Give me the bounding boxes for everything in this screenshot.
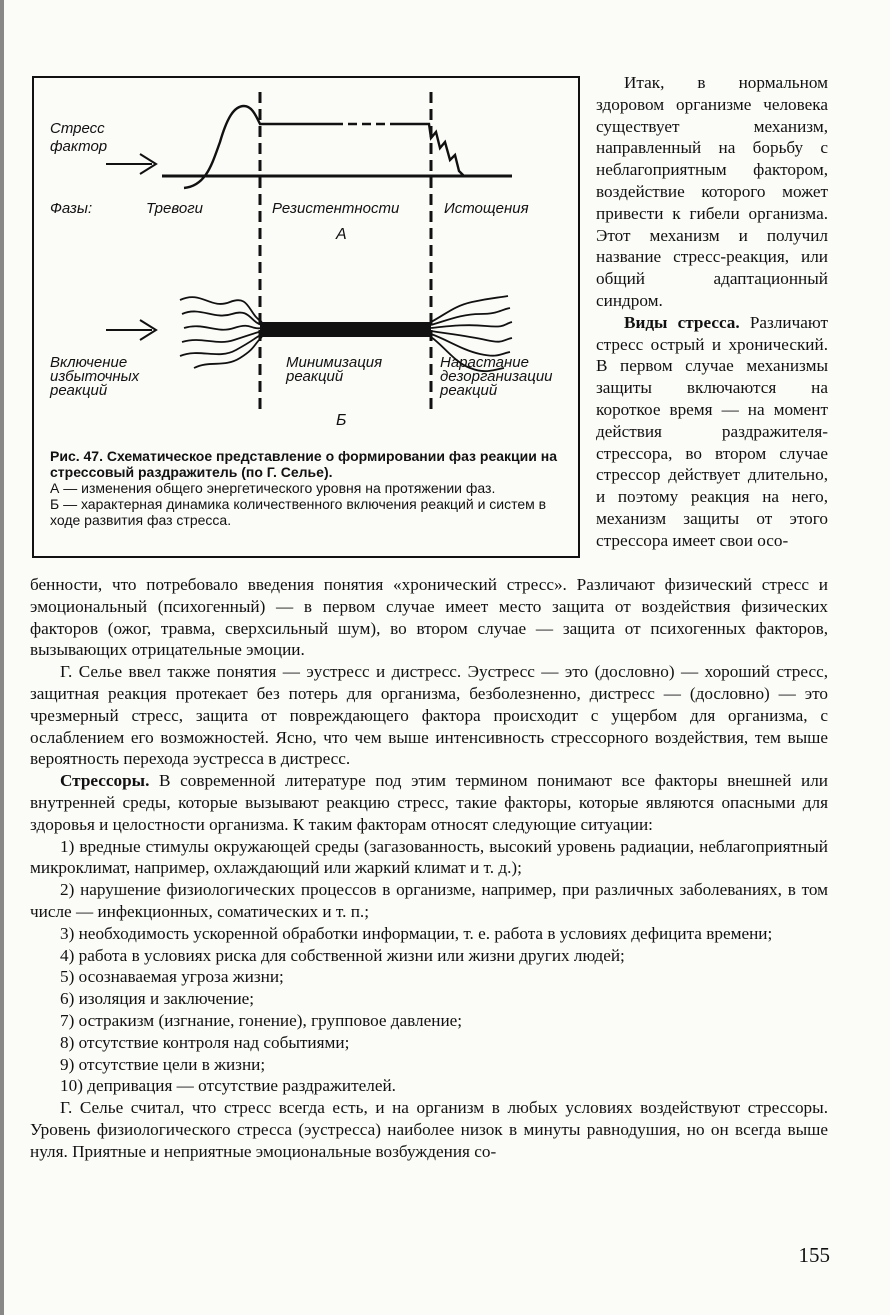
list-item: 9) отсутствие цели в жизни;: [60, 1054, 266, 1074]
label-stress-factor: Стресс фактор: [50, 120, 108, 155]
paragraph-stress-types-text: Различают стресс острый и хронический. В первом случае механизмы защиты включаются на короткое время — на момент действия раздражителя-стрессора, во втором случае стрессор действует длительно, и поэтому реакция на него, механизм защиты от этого стрессора имеет свои осо-: [596, 312, 828, 550]
label-disorganization: Нарастание дезорганизации реакций: [440, 354, 553, 399]
paragraph-eustress-distress: Г. Селье ввел также понятия — эустресс и дистресс. Эустресс — это (дословно) — хороший стресс, защитная реакция протекает без потерь для организма, безболезненно, дистресс — (дословно) — это чрезмерный стресс, защита от повреждающего фактора происходит с ущербом для организма, с ослаблением его возможностей. Ясно, что чем выше интенсивность стрессорного воздействия, тем выше вероятность перехода эустресса в дистресс.: [30, 662, 828, 769]
paragraph-stressors-text: В современной литературе под этим термином понимают все факторы внешней или внутренней среды, которые вызывают реакцию стресс, такие факторы, которые являются опасными для здоровья и целостности организма. К таким факторам относят следующие ситуации:: [30, 771, 828, 834]
label-resistance: Резистентности: [272, 200, 400, 217]
list-item: 10) депривация — отсутствие раздражителей.: [60, 1076, 396, 1096]
caption-line-a: А — изменения общего энергетического уровня на протяжении фаз.: [50, 480, 496, 496]
reaction-bundle-center: [260, 322, 431, 337]
label-letter-b: Б: [336, 412, 347, 429]
label-phases: Фазы:: [50, 200, 93, 217]
list-item: 8) отсутствие контроля над событиями;: [60, 1032, 350, 1052]
paragraph-chronic-stress: бенности, что потребовало введения понятия «хронический стресс». Различают физический стресс и эмоциональный (психогенный) — в первом случае имеет место защита от воздействия физических факторов (ожог, травма, сверхсильный шум), во втором случае — защита от психогенных факторов, вызывающих отрицательные эмоции.: [30, 575, 828, 660]
book-page: [30, 60, 830, 1280]
list-item: 5) осознаваемая угроза жизни;: [60, 967, 284, 987]
list-item: 6) изоляция и заключение;: [60, 989, 255, 1009]
label-exhaustion: Истощения: [444, 200, 529, 217]
list-item: 3) необходимость ускоренной обработки информации, т. е. работа в условиях дефицита времени;: [60, 923, 773, 943]
page-number: 155: [798, 1243, 830, 1267]
paragraph-stress-types: [596, 312, 828, 552]
label-alarm: Тревоги: [146, 200, 203, 217]
heading-stressors: Стрессоры.: [60, 771, 150, 791]
paragraph-stressors: [30, 770, 828, 835]
list-item: 4) работа в условиях риска для собственной жизни или жизни других людей;: [60, 945, 625, 965]
label-inclusion: Включение избыточных реакций: [50, 354, 140, 399]
paragraph-adaptation: Итак, в нормальном здоровом организме человека существует механизм, направленный на борьбу с неблагоприятным фактором, воздействие которого может привести к гибели организма. Этот механизм и получил название стресс-реакция, или общий адаптационный синдром.: [596, 73, 828, 310]
paragraph-selye-constant: Г. Селье считал, что стресс всегда есть, и на организм в любых условиях воздействуют стрессоры. Уровень физиологического стресса (эустресса) наиболее низок в минуты равнодушия, но он всегда выше нуля. Приятные и неприятные эмоциональные возбуждения со-: [30, 1098, 828, 1161]
list-item: 1) вредные стимулы окружающей среды (загазованность, высокий уровень радиации, неблагоприятный микроклимат, например, охлаждающий или жаркий климат и т. д.);: [30, 836, 828, 878]
figure-47: [32, 76, 580, 558]
label-letter-a: А: [336, 226, 347, 243]
label-minimization: Минимизация реакций: [286, 354, 383, 385]
heading-stress-types: Виды стресса.: [624, 312, 740, 332]
list-item: 7) остракизм (изгнание, гонение), групповое давление;: [60, 1010, 463, 1030]
main-text: [30, 574, 828, 1163]
caption-line-b: Б — характерная динамика количественного включения реакций и систем в ходе развития фаз стресса.: [50, 496, 547, 528]
energy-curve-decline: [396, 124, 474, 176]
caption-title: Рис. 47. Схематическое представление о формировании фаз реакции на стрессовый раздражитель (по Г. Селье).: [50, 448, 557, 480]
figure-caption: [50, 448, 570, 528]
reaction-bundle-left: [180, 297, 262, 368]
list-item: 2) нарушение физиологических процессов в организме, например, при различных заболеваниях, в том числе — инфекционных, соматических и т. п.;: [30, 880, 828, 921]
scan-edge: [0, 0, 4, 1315]
side-column-text: [596, 72, 828, 552]
